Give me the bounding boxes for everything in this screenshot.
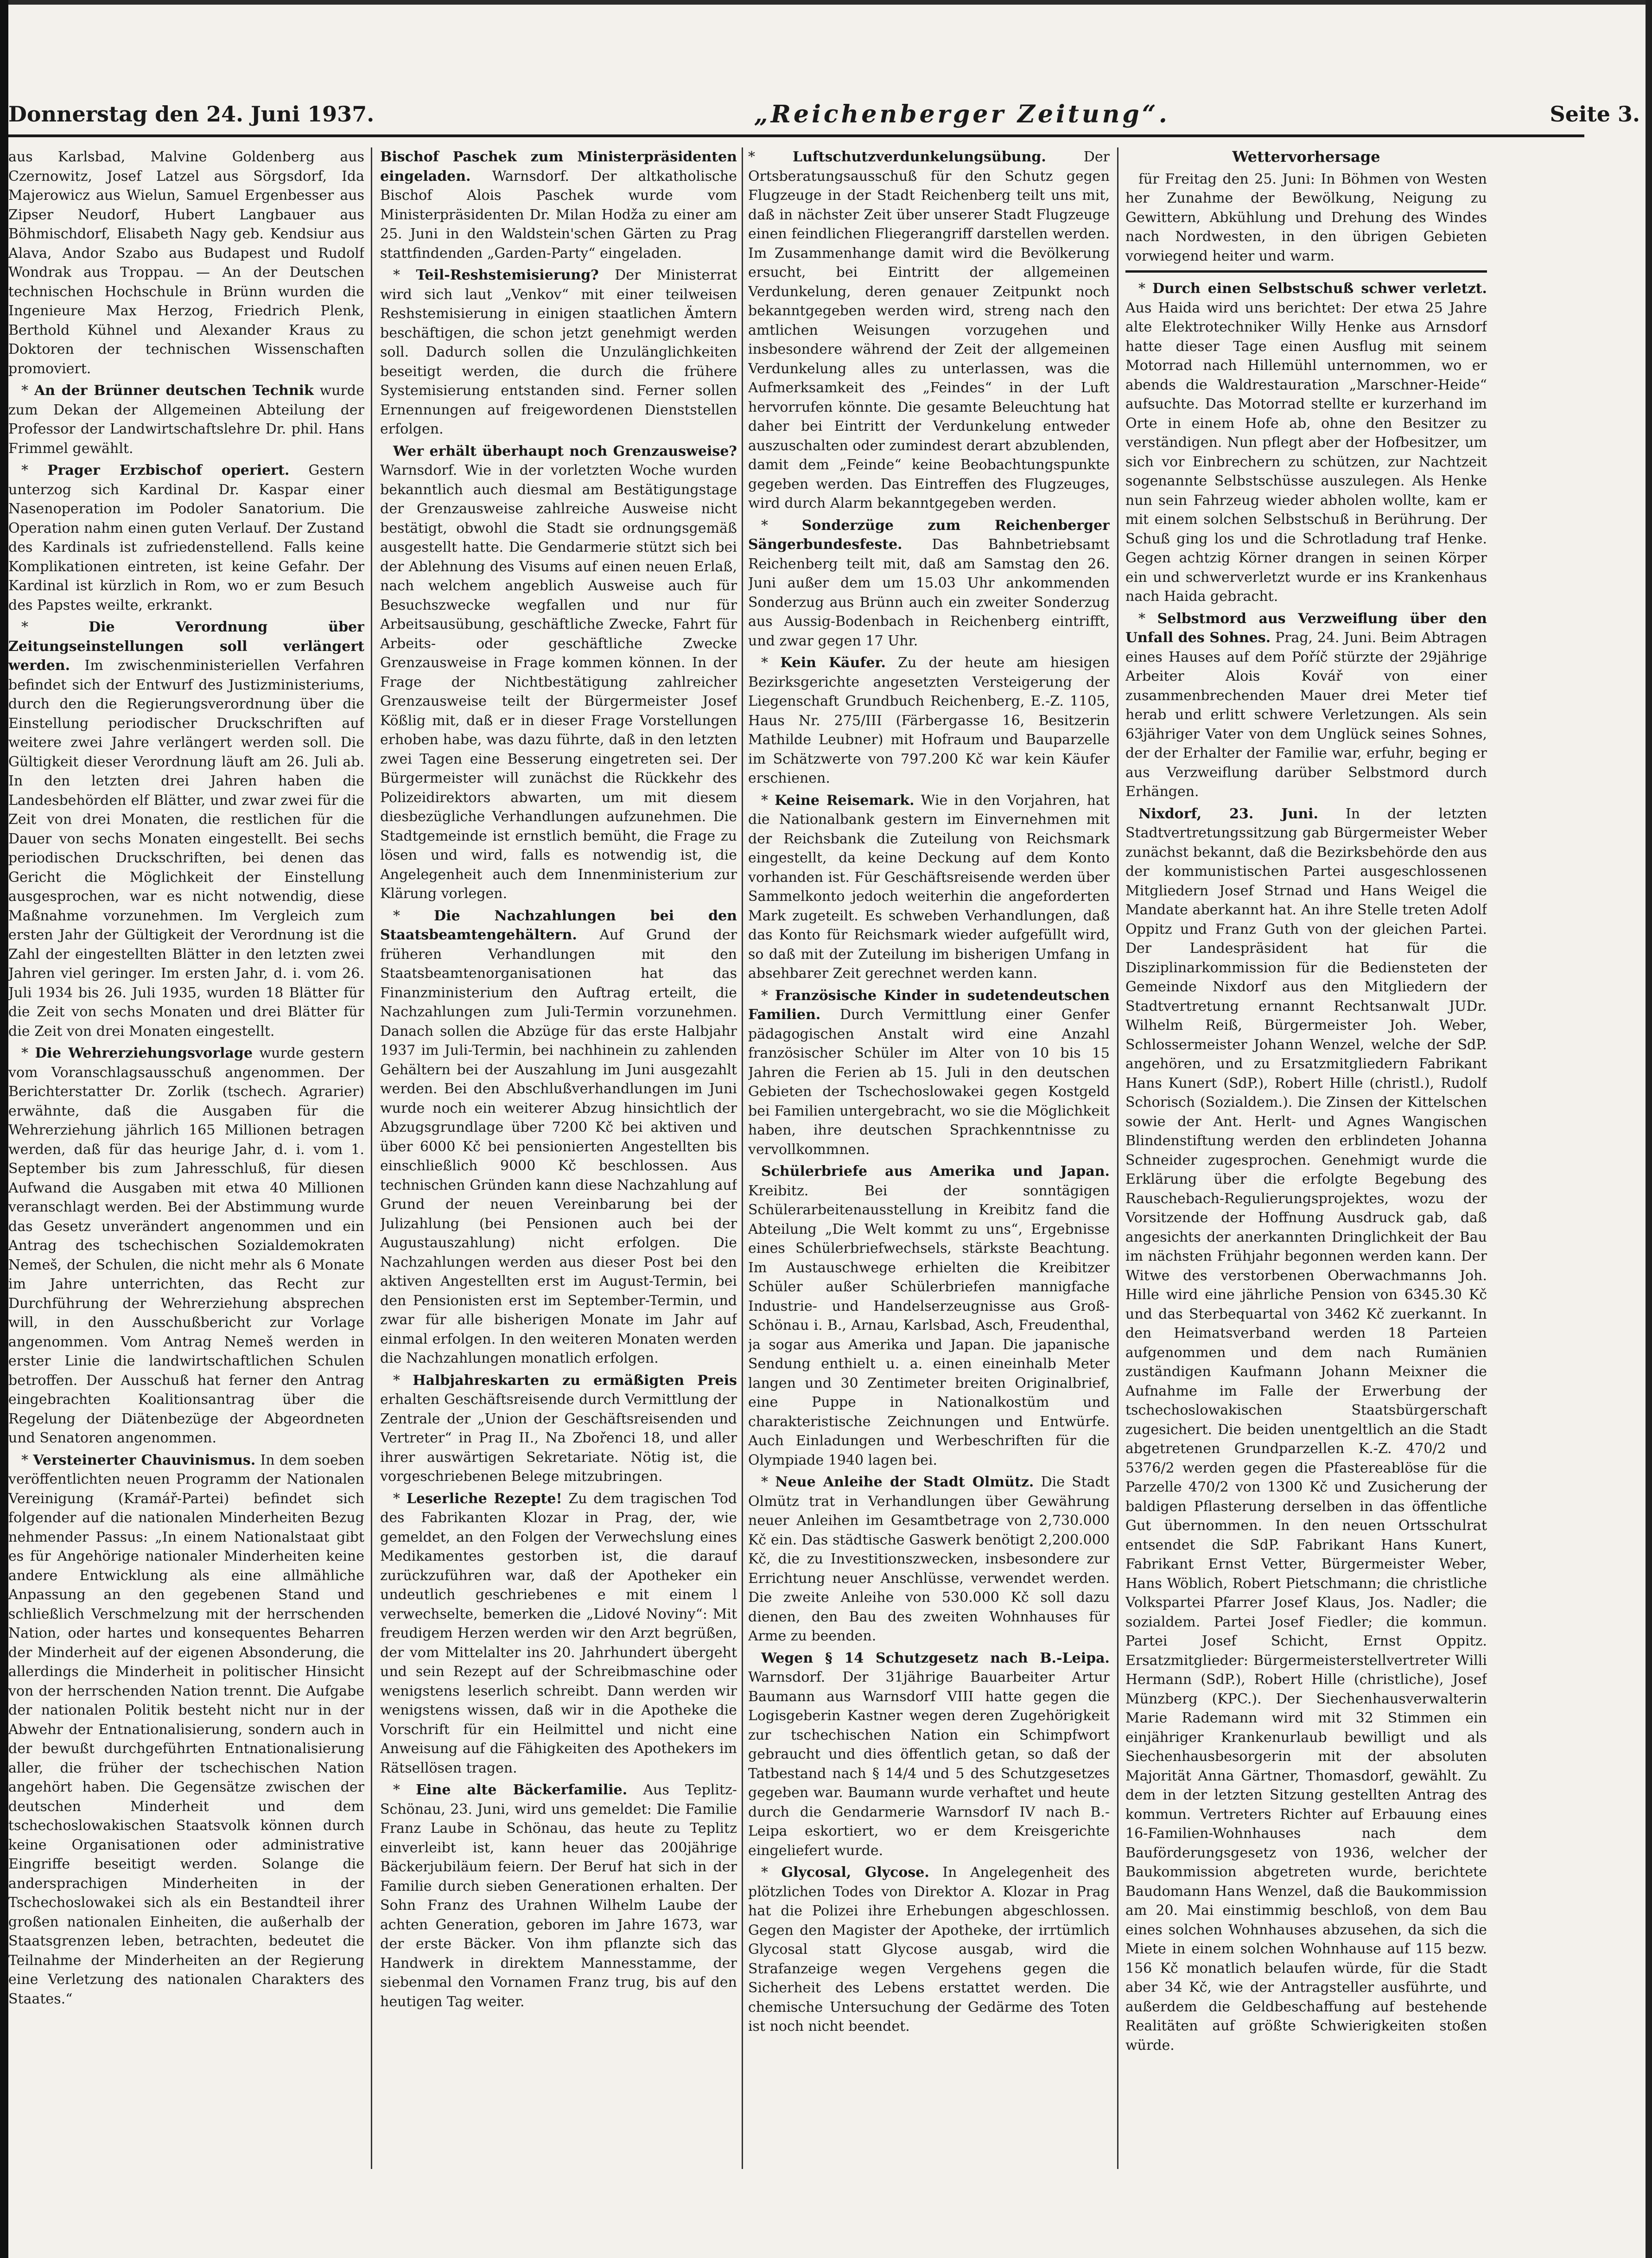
- article: * Leserliche Rezepte! Zu dem tragischen Tod des Fabrikanten Klozar in Prag, der, wie gemeldet, an den Folgen der Verwechslung eines Medikamentes gestorben ist, die darauf zurückzuführen war, daß der Apotheker ein undeutlich geschriebenes e mit einem l verwechselte, bemerken die „Lidové Noviny“: Mit freudigem Herzen werden wir den Arzt begrüßen, der vom Mittelalter ins 20. Jahrhundert übergeht und sein Rezept auf der Schreibmaschine oder wenigstens leserlich schreibt. Dann werden wir wenigstens wissen, daß wir in die Apotheke die Vorschrift für ein Heilmittel und nicht eine Anweisung auf die Fähigkeiten des Apothekers im Rätsellösen tragen.: [380, 1490, 737, 1776]
- article-headline: Versteinerter Chauvinismus.: [33, 1452, 256, 1468]
- masthead: [8, 97, 1640, 131]
- article-body: In Angelegenheit des plötzlichen Todes von Direktor A. Klozar in Prag hat die Polizei ihre Erhebungen abgeschlossen. Gegen den Magister der Apotheke, der irrtümlich Glycosal statt Glycose ausgab, wird die Strafanzeige wegen Vergehens gegen die Sicherheit des Lebens erstattet werden. Die chemische Untersuchung der Gedärme des Toten ist noch nicht beendet.: [748, 1864, 1110, 2035]
- article-body: erhalten Geschäftsreisende durch Vermittlung der Zentrale der „Union der Geschäftsreisenden und Vertreter“ in Prag II., Na Zbořenci 18, und aller ihrer auswärtigen Sekretariate. Nötig ist, die vorgeschriebenen Belege mitzubringen.: [380, 1391, 737, 1485]
- article: * Die Verordnung über Zeitungseinstellungen soll verlängert werden. Im zwischenministeriellen Verfahren befindet sich der Entwurf des Justizministeriums, durch den die Regierungsverordnung über die Einstellung periodischer Druckschriften auf weitere zwei Jahre verlängert werden soll. Die Gültigkeit dieser Verordnung läuft am 26. Juli ab. In den letzten drei Jahren haben die Landesbehörden elf Blätter, und zwar zwei für die Zeit von drei Monaten, die restlichen für die Dauer von sechs Monaten eingestellt. Bei sechs periodischen Druckschriften, bei denen das Gericht die Möglichkeit der Einstellung ausgesprochen, war es nicht notwendig, diese Maßnahme vorzunehmen. Im Vergleich zum ersten Jahr der Gültigkeit der Verordnung ist die Zahl der eingestellten Blätter in den letzten zwei Jahren viel geringer. Im ersten Jahr, d. i. vom 26. Juli 1934 bis 26. Juli 1935, wurden 18 Blätter für die Zeit von sechs Monaten und drei Blätter für die Zeit von drei Monaten eingestellt.: [8, 619, 364, 1040]
- article-body: Wie in den Vorjahren, hat die Nationalbank gestern im Einvernehmen mit der Reichsbank die Zuteilung von Reichsmark eingestellt, da keine Deckung auf dem Konto vorhanden ist. Für Geschäftsreisende werden über Sammelkonto jedoch weiterhin die angeforderten Mark zugeteilt. Es schweben Verhandlungen, daß das Konto für Reichsmark wieder aufgefüllt wird, so daß mit der Zuteilung im bisherigen Umfang in absehbarer Zeit gerechnet werden kann.: [748, 792, 1110, 982]
- article: * Keine Reisemark. Wie in den Vorjahren, hat die Nationalbank gestern im Einvernehmen mit der Reichsbank die Zuteilung von Reichsmark eingestellt, da keine Deckung auf dem Konto vorhanden ist. Für Geschäftsreisende werden über Sammelkonto jedoch weiterhin die angeforderten Mark zugeteilt. Es schweben Verhandlungen, daß das Konto für Reichsmark wieder aufgefüllt wird, so daß mit der Zuteilung im bisherigen Umfang in absehbarer Zeit gerechnet werden kann.: [748, 792, 1110, 982]
- article-headline: Schülerbriefe aus Amerika und Japan.: [761, 1163, 1110, 1180]
- page-number: Seite 3.: [1550, 102, 1640, 127]
- article: * Luftschutzverdunkelungsübung. Der Ortsberatungsausschuß für den Schutz gegen Flugzeuge in der Stadt Reichenberg teilt uns mit, daß in nächster Zeit über unserer Stadt Flugzeuge einen feindlichen Fliegerangriff darstellen werden. Im Zusammenhange damit wird die Bevölkerung ersucht, bei Eintritt der allgemeinen Verdunkelung, deren genauer Zeitpunkt noch bekanntgegeben werden wird, streng nach den amtlichen Weisungen vorzugehen und insbesondere während der Zeit der allgemeinen Verdunkelung alles zu unterlassen, was die Aufmerksamkeit des „Feindes“ in der Luft hervorrufen könnte. Die gesamte Beleuchtung hat daher bei Eintritt der Verdunkelung entweder auszuschalten oder zumindest derart abzublenden, damit dem „Feinde“ keine Beobachtungspunkte gegeben werden. Das Eintreffen des Flugzeuges, wird durch Alarm bekanntgegeben werden.: [748, 149, 1110, 511]
- article: * An der Brünner deutschen Technik wurde zum Dekan der Allgemeinen Abteilung der Professor der Landwirtschaftslehre Dr. phil. Hans Frimmel gewählt.: [8, 383, 364, 457]
- column-2: [380, 147, 737, 2169]
- article: * Selbstmord aus Verzweiflung über den Unfall des Sohnes. Prag, 24. Juni. Beim Abtragen eines Hauses auf dem Poříč stürzte der 29jährige Arbeiter Alois Kovář von einer zusammenbrechenden Mauer drei Meter tief herab und erlitt schwere Verletzungen. Als sein 63jähriger Vater von dem Unglück seines Sohnes, der der Erhalter der Familie war, erfuhr, beging er aus Verzweiflung darüber Selbstmord durch Erhängen.: [1125, 610, 1487, 800]
- article-headline: Bischof Paschek zum Ministerpräsidenten eingeladen.: [380, 149, 737, 185]
- article-headline: Teil-Reshstemisierung?: [416, 267, 599, 283]
- article-body: Der Ortsberatungsausschuß für den Schutz gegen Flugzeuge in der Stadt Reichenberg teilt uns mit, daß in nächster Zeit über unserer Stadt Flugzeuge einen feindlichen Fliegerangriff darstellen werden. Im Zusammenhange damit wird die Bevölkerung ersucht, bei Eintritt der allgemeinen Verdunkelung, deren genauer Zeitpunkt noch bekanntgegeben werden wird, streng nach den amtlichen Weisungen vorzugehen und insbesondere während der Zeit der allgemeinen Verdunkelung alles zu unterlassen, was die Aufmerksamkeit des „Feindes“ in der Luft hervorrufen könnte. Die gesamte Beleuchtung hat daher bei Eintritt der Verdunkelung entweder auszuschalten oder zumindest derart abzublenden, damit dem „Feinde“ keine Beobachtungspunkte gegeben werden. Das Eintreffen des Flugzeuges, wird durch Alarm bekanntgegeben werden.: [748, 149, 1110, 511]
- article: * Französische Kinder in sudetendeutschen Familien. Durch Vermittlung einer Genfer pädagogischen Anstalt wird eine Anzahl französischer Schüler im Alter von 10 bis 15 Jahren die Ferien ab 15. Juli in den deutschen Gebieten der Tschechoslowakei gegen Kostgeld bei Familien untergebracht, wo sie die Möglichkeit haben, ihre deutschen Sprachkenntnisse zu vervollkommnen.: [748, 987, 1110, 1158]
- column-4: [1125, 147, 1487, 2169]
- column-1: [8, 147, 364, 2169]
- article-headline: Kein Käufer.: [780, 655, 886, 671]
- article-headline: Selbstmord aus Verzweiflung über den Unfall des Sohnes.: [1125, 610, 1487, 646]
- newspaper-name: „Reichenberger Zeitung“.: [754, 100, 1170, 128]
- article-body: Warnsdorf. Der altkatholische Bischof Alois Paschek wurde vom Ministerpräsidenten Dr. Milan Hodža zu einer am 25. Juni in den Waldstein'schen Gärten zu Prag stattfindenden „Garden-Party“ eingeladen.: [380, 168, 737, 262]
- section-rule: [1125, 270, 1487, 273]
- article-headline: Neue Anleihe der Stadt Olmütz.: [775, 1474, 1034, 1490]
- article-body: Warnsdorf. Der 31jährige Bauarbeiter Artur Baumann aus Warnsdorf VIII hatte gegen die Logisgeberin Kastner wegen deren Zugehörigkeit zur tschechischen Nation ein Schimpfwort gebraucht und dies öffentlich getan, so daß der Tatbestand nach § 14/4 und 5 des Schutzgesetzes gegeben war. Baumann wurde verhaftet und heute durch die Gendarmerie Warnsdorf IV nach B.-Leipa eskortiert, wo er dem Kreisgerichte eingeliefert wurde.: [748, 1669, 1110, 1859]
- article-body: In der letzten Stadtvertretungssitzung gab Bürgermeister Weber zunächst bekannt, daß die Bezirksbehörde den aus der kommunistischen Partei ausgeschlossenen Mitgliedern Josef Strnad und Hans Weigel die Mandate aberkannt hat. An ihre Stelle treten Adolf Oppitz und Franz Guth von der gleichen Partei. Der Landespräsident hat für die Disziplinarkommission für die Bediensteten der Gemeinde Nixdorf aus den Mitgliedern der Stadtvertretung ernannt Rechtsanwalt JUDr. Wilhelm Reiß, Bürgermeister Joh. Weber, Schlossermeister Johann Wenzel, welche der SdP. angehören, und zu Ersatzmitgliedern Fabrikant Hans Kunert (SdP.), Robert Hille (christl.), Rudolf Schorisch (Sozialdem.). Die Zinsen der Kittelschen sowie der Ant. Herlt- und Agnes Wangischen Blindenstiftung werden den erblindeten Johanna Schneider zugesprochen. Genehmigt wurde die Erklärung über die erfolgte Begebung des Rauschebach-Regulierungsprojektes, wozu der Vorsitzende der Hoffnung Ausdruck gab, daß angesichts der anerkannten Dringlichkeit der Bau im nächsten Frühjahr begonnen werden kann. Der Witwe des verstorbenen Oberwachmanns Joh. Hille wird eine jährliche Pension von 6345.30 Kč und das Sterbequartal von 3462 Kč zuerkannt. In den Heimatsverband werden 18 Parteien aufgenommen und dem nach Rumänien zuständigen Kaufmann Johann Meixner die Aufnahme im Falle der Erwerbung der tschechoslowakischen Staatsbürgerschaft zugesichert. Die beiden unentgeltlich an die Stadt abgetretenen Grundparzellen K.-Z. 470/2 und 5376/2 werden gegen die Pfastereablöse für die Parzelle 470/2 von 1300 Kč und Zusicherung der baldigen Pflasterung derselben in das öffentliche Gut übernommen. In den neuen Ortsschulrat entsendet die SdP. Fabrikant Hans Kunert, Fabrikant Ernst Vetter, Bürgermeister Weber, Hans Wöblich, Robert Pietschmann; die christliche Volkspartei Pfarrer Josef Klaus, Jos. Nadler; die sozialdem. Partei Josef Fiedler; die kommun. Partei Josef Schicht, Ernst Oppitz. Ersatzmitglieder: Bürgermeisterstellvertreter Willi Hermann (SdP.), Robert Hille (christliche), Josef Münzberg (KPC.). Der Siechenhausverwalterin Marie Rademann wird mit 32 Stimmen ein einjähriger Krankenurlaub bewilligt und als Siechenhausbesorgerin mit der absoluten Majorität Anna Gärtner, Thomasdorf, gewählt. Zu dem in der letzten Sitzung gestellten Antrag des kommun. Vertreters Richter auf Erbauung eines 16-Familien-Wohnhauses nach dem Bauförderungsgesetz von 1936, welcher der Baukommission abgetreten wurde, berichtete Baudomann Hans Wenzel, daß die Baukommission am 20. Mai einstimmig beschloß, von dem Bau eines solchen Wohnhauses abzusehen, da sich die Miete in einem solchen Wohnhause auf 115 bezw. 156 Kč monatlich belaufen würde, für die Stadt aber 34 Kč, wie der Antragsteller ausführte, und außerdem die Geldbeschaffung auf bestehende Realitäten auf größte Schwierigkeiten stoßen würde.: [1125, 805, 1487, 2054]
- article-body: Die Stadt Olmütz trat in Verhandlungen über Gewährung neuer Anleihen im Gesamtbetrage von 2,730.000 Kč ein. Das städtische Gaswerk benötigt 2,200.000 Kč, die zu Investitionszwecken, insbesondere zur Errichtung neuer Anschlüsse, verwendet werden. Die zweite Anleihe von 530.000 Kč soll dazu dienen, den Bau des zweiten Wohnhauses für Arme zu beenden.: [748, 1474, 1110, 1644]
- article: * Teil-Reshstemisierung? Der Ministerrat wird sich laut „Venkov“ mit einer teilweisen Reshstemisierung in einigen staatlichen Ämtern beschäftigen, die schon jetzt genehmigt werden soll. Dadurch sollen die Unzulänglichkeiten beseitigt werden, die durch die frühere Systemisierung entstanden sind. Ferner sollen Ernennungen auf freigewordenen Dienststellen erfolgen.: [380, 267, 737, 437]
- article-headline: Durch einen Selbstschuß schwer verletzt.: [1152, 281, 1487, 297]
- article: [748, 1649, 1110, 1861]
- article-body: In dem soeben veröffentlichten neuen Programm der Nationalen Vereinigung (Kramář-Partei) befindet sich folgender auf die nationalen Minderheiten Bezug nehmender Passus: „In einem Nationalstaat gibt es für Angehörige nationaler Minderheiten keine andere Entwicklung als eine allmähliche Anpassung an den gegebenen Stand und schließlich Verschmelzung mit der herrschenden Nation, oder hartes und konsequentes Beharren der Minderheit auf der eigenen Absonderung, die allerdings die Minderheit in politischer Hinsicht von der herrschenden Nation trennt. Die Aufgabe der nationalen Politik besteht nicht nur in der Abwehr der Entnationalisierung, sondern auch in der bewußt durchgeführten Entnationalisierung aller, die früher der tschechischen Nation angehört haben. Die Gegensätze zwischen der deutschen Minderheit und dem tschechoslowakischen Staatsvolk können durch keine Organisationen oder administrative Eingriffe beseitigt werden. Solange die andersprachigen Minderheiten in der Tschechoslowakei sich als ein Bestandteil ihrer großen nationalen Einheiten, die außerhalb der Staatsgrenzen leben, betrachten, bedeutet die Teilnahme der Minderheiten an der Regierung eine Verletzung des nationalen Charakters des Staates.“: [8, 1452, 364, 2007]
- article: * Kein Käufer. Zu der heute am hiesigen Bezirksgerichte angesetzten Versteigerung der Liegenschaft Grundbuch Reichenberg, E.-Z. 1105, Haus Nr. 275/III (Färbergasse 16, Besitzerin Mathilde Leubner) mit Hofraum und Bauparzelle im Schätzwerte von 797.200 Kč war kein Käufer erschienen.: [748, 655, 1110, 786]
- article-body: Aus Haida wird uns berichtet: Der etwa 25 Jahre alte Elektrotechniker Willy Henke aus Arnsdorf hatte dieser Tage einen Ausflug mit seinem Motorrad nach Hillemühl unternommen, wo er abends die Waldrestauration „Marschner-Heide“ aufsuchte. Das Motorrad stellte er kurzerhand im Orte in einem Hofe ab, ohne den Besitzer zu verständigen. Nun pflegt aber der Hofbesitzer, um sich vor Einbrechern zu schützen, zur Nachtzeit sogenannte Selbstschüsse auszulegen. Als Henke nun sein Fahrzeug wieder abholen wollte, kam er mit einem solchen Selbstschuß in Berührung. Der Schuß ging los und die Schrotladung traf Henke. Gegen achtzig Körner drangen in seinen Körper ein und schwerverletzt wurde er ins Krankenhaus nach Haida gebracht.: [1125, 300, 1487, 605]
- article-body: Aus Teplitz-Schönau, 23. Juni, wird uns gemeldet: Die Familie Franz Laube in Schönau, das heute zu Teplitz einverleibt ist, kann heuer das 200jährige Bäckerjubiläum feiern. Der Beruf hat sich in der Familie durch sieben Generationen erhalten. Der Sohn Franz des Urahnen Wilhelm Laube der achten Generation, geboren im Jahre 1673, war der erste Bäcker. Von ihm pflanzte sich das Handwerk in direktem Mannesstamme, der siebenmal den Vornamen Franz trug, bis auf den heutigen Tag weiter.: [380, 1782, 737, 2010]
- article: * Sonderzüge zum Reichenberger Sängerbundesfeste. Das Bahnbetriebsamt Reichenberg teilt mit, daß am Samstag den 26. Juni außer dem um 15.03 Uhr ankommenden Sonderzug aus Brünn auch ein zweiter Sonderzug aus Aussig-Bodenbach in Reichenberg eintrifft, und zwar gegen 17 Uhr.: [748, 517, 1110, 649]
- article: [380, 442, 737, 904]
- article: * Die Nachzahlungen bei den Staatsbeamtengehältern. Auf Grund der früheren Verhandlungen mit den Staatsbeamtenorganisationen hat das Finanzministerium den Auftrag erteilt, die Nachzahlungen zum Juli-Termin vorzunehmen. Danach sollen die Abzüge für das erste Halbjahr 1937 im Juli-Termin, bei nachhinein zu zahlenden Gehältern bei der Auszahlung im Juni ausgezahlt werden. Bei den Abschlußverhandlungen im Juni wurde noch ein weiterer Abzug hinsichtlich der Abzugsgrundlage über 7200 Kč bei aktiven und über 6000 Kč bei pensionierten Angestellten bis einschließlich 9000 Kč beschlossen. Aus technischen Gründen kann diese Nachzahlung auf Grund der neuen Vereinbarung bei der Julizahlung (bei Pensionen auch bei der Augustauszahlung) nicht erfolgen. Die Nachzahlungen werden aus dieser Post bei den aktiven Angestellten erst im August-Termin, bei den Pensionisten erst im September-Termin, und zwar für alle bisherigen Monate im Jahr auf einmal erfolgen. In den weiteren Monaten werden die Nachzahlungen monatlich erfolgen.: [380, 907, 737, 1366]
- scan-edge-top: [0, 0, 1652, 5]
- article-headline: Halbjahreskarten zu ermäßigten Preis: [413, 1372, 737, 1389]
- article-body: Zu der heute am hiesigen Bezirksgerichte angesetzten Versteigerung der Liegenschaft Grundbuch Reichenberg, E.-Z. 1105, Haus Nr. 275/III (Färbergasse 16, Besitzerin Mathilde Leubner) mit Hofraum und Bauparzelle im Schätzwerte von 797.200 Kč war kein Käufer erschienen.: [748, 655, 1110, 786]
- article-headline: Wegen § 14 Schutzgesetz nach B.-Leipa.: [761, 1650, 1110, 1666]
- article-headline: Eine alte Bäckerfamilie.: [416, 1782, 628, 1798]
- article: [380, 147, 737, 263]
- column-rule: [742, 147, 743, 2169]
- issue-date: Donnerstag den 24. Juni 1937.: [8, 102, 375, 127]
- article-body: Das Bahnbetriebsamt Reichenberg teilt mit, daß am Samstag den 26. Juni außer dem um 15.03 Uhr ankommenden Sonderzug aus Brünn auch ein zweiter Sonderzug aus Aussig-Bodenbach in Reichenberg eintrifft, und zwar gegen 17 Uhr.: [748, 536, 1110, 649]
- masthead-rule: [8, 134, 1584, 137]
- article-body: Zu dem tragischen Tod des Fabrikanten Klozar in Prag, der, wie gemeldet, an den Folgen der Verwechslung eines Medikamentes gestorben ist, die darauf zurückzuführen war, daß der Apotheker ein undeutlich geschriebenes e mit einem l verwechselte, bemerken die „Lidové Noviny“: Mit freudigem Herzen werden wir den Arzt begrüßen, der vom Mittelalter ins 20. Jahrhundert übergeht und sein Rezept auf der Schreibmaschine oder wenigstens leserlich schreibt. Dann werden wir wenigstens wissen, daß wir in die Apotheke die Vorschrift für ein Heilmittel und nicht eine Anweisung auf die Fähigkeiten des Apothekers im Rätsellösen tragen.: [380, 1490, 737, 1776]
- article: * Eine alte Bäckerfamilie. Aus Teplitz-Schönau, 23. Juni, wird uns gemeldet: Die Familie Franz Laube in Schönau, das heute zu Teplitz einverleibt ist, kann heuer das 200jährige Bäckerjubiläum feiern. Der Beruf hat sich in der Familie durch sieben Generationen erhalten. Der Sohn Franz des Urahnen Wilhelm Laube der achten Generation, geboren im Jahre 1673, war der erste Bäcker. Von ihm pflanzte sich das Handwerk in direktem Mannesstamme, der siebenmal den Vornamen Franz trug, bis auf den heutigen Tag weiter.: [380, 1782, 737, 2010]
- article: * Prager Erzbischof operiert. Gestern unterzog sich Kardinal Dr. Kaspar einer Nasenoperation im Podoler Sanatorium. Die Operation nahm einen guten Verlauf. Der Zustand des Kardinals ist zufriedenstellend. Falls keine Komplikationen eintreten, ist keine Gefahr. Der Kardinal ist kürzlich in Rom, wo er zum Besuch des Papstes weilte, erkrankt.: [8, 462, 364, 613]
- article-headline: Wer erhält überhaupt noch Grenzausweise?: [393, 443, 737, 459]
- article: * Durch einen Selbstschuß schwer verletzt. Aus Haida wird uns berichtet: Der etwa 25 Jahre alte Elektrotechniker Willy Henke aus Arnsdorf hatte dieser Tage einen Ausflug mit seinem Motorrad nach Hillemühl unternommen, wo er abends die Waldrestauration „Marschner-Heide“ aufsuchte. Das Motorrad stellte er kurzerhand im Orte in einem Hofe ab, ohne den Besitzer zu verständigen. Nun pflegt aber der Hofbesitzer, um sich vor Einbrechern zu schützen, zur Nachtzeit sogenannte Selbstschüsse auszulegen. Als Henke nun sein Fahrzeug wieder abholen wollte, kam er mit einem solchen Selbstschuß in Berührung. Der Schuß ging los und die Schrotladung traf Henke. Gegen achtzig Körner drangen in seinen Körper ein und schwerverletzt wurde er ins Krankenhaus nach Haida gebracht.: [1125, 281, 1487, 605]
- article-body: Im zwischenministeriellen Verfahren befindet sich der Entwurf des Justizministeriums, durch den die Regierungsverordnung über die Einstellung periodischer Druckschriften auf weitere zwei Jahre verlängert werden soll. Die Gültigkeit dieser Verordnung läuft am 26. Juli ab. In den letzten drei Jahren haben die Landesbehörden elf Blätter, und zwar zwei für die Zeit von drei Monaten, die restlichen für die Dauer von sechs Monaten eingestellt. Bei sechs periodischen Druckschriften, bei denen das Gericht die Möglichkeit der Einstellung ausgesprochen, war es nicht notwendig, diese Maßnahme vorzunehmen. Im Vergleich zum ersten Jahr der Gültigkeit der Verordnung ist die Zahl der eingestellten Blätter in den letzten zwei Jahren viel geringer. Im ersten Jahr, d. i. vom 26. Juli 1934 bis 26. Juli 1935, wurden 18 Blätter für die Zeit von sechs Monaten und drei Blätter für die Zeit von drei Monaten eingestellt.: [8, 657, 364, 1040]
- article-body: Der Ministerrat wird sich laut „Venkov“ mit einer teilweisen Reshstemisierung in einigen staatlichen Ämtern beschäftigen, die schon jetzt genehmigt werden soll. Dadurch sollen die Unzulänglichkeiten beseitigt werden, die durch die frühere Systemisierung entstanden sind. Ferner sollen Ernennungen auf freigewordenen Dienststellen erfolgen.: [380, 267, 737, 437]
- article: [1125, 804, 1487, 2055]
- article-headline: Nixdorf, 23. Juni.: [1138, 805, 1318, 822]
- article: * Halbjahreskarten zu ermäßigten Preis erhalten Geschäftsreisende durch Vermittlung der Zentrale der „Union der Geschäftsreisenden und Vertreter“ in Prag II., Na Zbořenci 18, und aller ihrer auswärtigen Sekretariate. Nötig ist, die vorgeschriebenen Belege mitzubringen.: [380, 1372, 737, 1485]
- article-headline: An der Brünner deutschen Technik: [34, 383, 314, 399]
- article: * Neue Anleihe der Stadt Olmütz. Die Stadt Olmütz trat in Verhandlungen über Gewährung neuer Anleihen im Gesamtbetrage von 2,730.000 Kč ein. Das städtische Gaswerk benötigt 2,200.000 Kč, die zu Investitionszwecken, insbesondere zur Errichtung neuer Anschlüsse, verwendet werden. Die zweite Anleihe von 530.000 Kč soll dazu dienen, den Bau des zweiten Wohnhauses für Arme zu beenden.: [748, 1474, 1110, 1644]
- article-headline: Französische Kinder in sudetendeutschen Familien.: [748, 987, 1110, 1023]
- article-headline: Glycosal, Glycose.: [781, 1864, 929, 1881]
- article-body: Durch Vermittlung einer Genfer pädagogischen Anstalt wird eine Anzahl französischer Schüler im Alter von 10 bis 15 Jahren die Ferien ab 15. Juli in den deutschen Gebieten der Tschechoslowakei gegen Kostgeld bei Familien untergebracht, wo sie die Möglichkeit haben, ihre deutschen Sprachkenntnisse zu vervollkommnen.: [748, 1007, 1110, 1158]
- column-rule: [1117, 147, 1118, 2169]
- article-headline: Die Nachzahlungen bei den Staatsbeamtengehältern.: [380, 907, 737, 943]
- article-headline: Leserliche Rezepte!: [406, 1490, 562, 1507]
- weather-forecast: für Freitag den 25. Juni: In Böhmen von Westen her Zunahme der Bewölkung, Neigung zu Gewittern, Abkühlung und Drehung des Windes nach Nordwesten, in den übrigen Gebieten vorwiegend heiter und warm.: [1125, 171, 1487, 264]
- scan-edge-right: [1646, 0, 1652, 2258]
- column-3: [748, 147, 1110, 2169]
- article-body: wurde zum Dekan der Allgemeinen Abteilung der Professor der Landwirtschaftslehre Dr. phil. Hans Frimmel gewählt.: [8, 383, 364, 457]
- article-body: Gestern unterzog sich Kardinal Dr. Kaspar einer Nasenoperation im Podoler Sanatorium. Die Operation nahm einen guten Verlauf. Der Zustand des Kardinals ist zufriedenstellend. Falls keine Komplikationen eintreten, ist keine Gefahr. Der Kardinal ist kürzlich in Rom, wo er zum Besuch des Papstes weilte, erkrankt.: [8, 462, 364, 613]
- article-headline: Prager Erzbischof operiert.: [47, 462, 290, 478]
- article-headline: Keine Reisemark.: [775, 792, 915, 809]
- column-rule: [371, 147, 372, 2169]
- weather-title: Wettervorhersage: [1232, 148, 1380, 166]
- article: * Glycosal, Glycose. In Angelegenheit des plötzlichen Todes von Direktor A. Klozar in Prag hat die Polizei ihre Erhebungen abgeschlossen. Gegen den Magister der Apotheke, der irrtümlich Glycosal statt Glycose ausgab, wird die Strafanzeige wegen Vergehens gegen die Sicherheit des Lebens erstattet werden. Die chemische Untersuchung der Gedärme des Toten ist noch nicht beendet.: [748, 1864, 1110, 2035]
- article: * Versteinerter Chauvinismus. In dem soeben veröffentlichten neuen Programm der Nationalen Vereinigung (Kramář-Partei) befindet sich folgender auf die nationalen Minderheiten Bezug nehmender Passus: „In einem Nationalstaat gibt es für Angehörige nationaler Minderheiten keine andere Entwicklung als eine allmähliche Anpassung an den gegebenen Stand und schließlich Verschmelzung mit der herrschenden Nation, oder hartes und konsequentes Beharren der Minderheit auf der eigenen Absonderung, die allerdings die Minderheit in politischer Hinsicht von der herrschenden Nation trennt. Die Aufgabe der nationalen Politik besteht nicht nur in der Abwehr der Entnationalisierung, sondern auch in der bewußt durchgeführten Entnationalisierung aller, die früher der tschechischen Nation angehört haben. Die Gegensätze zwischen der deutschen Minderheit und dem tschechoslowakischen Staatsvolk können durch keine Organisationen oder administrative Eingriffe beseitigt werden. Solange die andersprachigen Minderheiten in der Tschechoslowakei sich als ein Bestandteil ihrer großen nationalen Einheiten, die außerhalb der Staatsgrenzen leben, betrachten, bedeutet die Teilnahme der Minderheiten an der Regierung eine Verletzung des nationalen Charakters des Staates.“: [8, 1452, 364, 2007]
- scan-edge-left: [0, 0, 8, 2258]
- article-body: Kreibitz. Bei der sonntägigen Schülerarbeitenausstellung in Kreibitz fand die Abteilung „Die Welt kommt zu uns“, Ergebnisse eines Schülerbriefwechsels, stärkste Beachtung. Im Austauschwege erhielten die Kreibitzer Schüler außer Schülerbriefen mannigfache Industrie- und Handelserzeugnisse aus Groß-Schönau i. B., Arnau, Karlsbad, Asch, Freudenthal, ja sogar aus Amerika und Japan. Die japanische Sendung enthielt u. a. einen eineinhalb Meter langen und 30 Zentimeter breiten Originalbrief, eine Puppe in Nationalkostüm und charakteristische Zeichnungen und Entwürfe. Auch Einladungen und Werbeschriften für die Olympiade 1940 lagen bei.: [748, 1182, 1110, 1468]
- article: * Die Wehrerziehungsvorlage wurde gestern vom Voranschlagsausschuß angenommen. Der Berichterstatter Dr. Zorlik (tschech. Agrarier) erwähnte, daß die Ausgaben für die Wehrerziehung jährlich 165 Millionen betragen werden, daß für das heurige Jahr, d. i. vom 1. September bis zum Jahresschluß, für diesen Aufwand die Ausgaben mit etwa 40 Millionen veranschlagt werden. Bei der Abstimmung wurde das Gesetz unverändert angenommen und ein Antrag des tschechischen Sozialdemokraten Nemeš, der Schulen, die nicht mehr als 6 Monate im Jahre unterrichten, das Recht zur Durchführung der Wehrerziehung absprechen will, in den Ausschußbericht zur Vorlage angenommen. Vom Antrag Nemeš werden in erster Linie die landwirtschaftlichen Schulen betroffen. Der Ausschuß hat ferner den Antrag eingebrachten Koalitionsantrag über die Regelung der Diätenbezüge der Abgeordneten und Senatoren angenommen.: [8, 1045, 364, 1446]
- article-headline: Die Wehrerziehungsvorlage: [35, 1045, 253, 1061]
- article-body: Prag, 24. Juni. Beim Abtragen eines Hauses auf dem Poříč stürzte der 29jährige Arbeiter Alois Kovář von einer zusammenbrechenden Mauer drei Meter tief herab und erlitt schwere Verletzungen. Als sein 63jähriger Vater von dem Unglück seines Sohnes, der der Erhalter der Familie war, erfuhr, beging er aus Verzweiflung darüber Selbstmord durch Erhängen.: [1125, 630, 1487, 800]
- article-headline: Die Verordnung über Zeitungseinstellungen soll verlängert werden.: [8, 619, 364, 674]
- article-headline: Luftschutzverdunkelungsübung.: [792, 149, 1046, 165]
- article-body: wurde gestern vom Voranschlagsausschuß angenommen. Der Berichterstatter Dr. Zorlik (tschech. Agrarier) erwähnte, daß die Ausgaben für die Wehrerziehung jährlich 165 Millionen betragen werden, daß für das heurige Jahr, d. i. vom 1. September bis zum Jahresschluß, für diesen Aufwand die Ausgaben mit etwa 40 Millionen veranschlagt werden. Bei der Abstimmung wurde das Gesetz unverändert angenommen und ein Antrag des tschechischen Sozialdemokraten Nemeš, der Schulen, die nicht mehr als 6 Monate im Jahre unterrichten, das Recht zur Durchführung der Wehrerziehung absprechen will, in den Ausschußbericht zur Vorlage angenommen. Vom Antrag Nemeš werden in erster Linie die landwirtschaftlichen Schulen betroffen. Der Ausschuß hat ferner den Antrag eingebrachten Koalitionsantrag über die Regelung der Diätenbezüge der Abgeordneten und Senatoren angenommen.: [8, 1045, 364, 1446]
- article-headline: Sonderzüge zum Reichenberger Sängerbundesfeste.: [748, 517, 1110, 553]
- article-paragraph: aus Karlsbad, Malvine Goldenberg aus Czernowitz, Josef Latzel aus Sörgsdorf, Ida Majerowicz aus Wielun, Samuel Ergenbesser aus Zipser Neudorf, Hubert Langbauer aus Böhmischdorf, Elisabeth Nagy geb. Kendsiur aus Alava, Andor Szabo aus Budapest und Rudolf Wondrak aus Troppau. — An der Deutschen technischen Hochschule in Brünn wurden die Ingenieure Max Herzog, Friedrich Plenk, Berthold Kühnel und Alexander Kraus zu Doktoren der technischen Wissenschaften promoviert.: [8, 149, 364, 377]
- article: [748, 1162, 1110, 1470]
- article-body: Auf Grund der früheren Verhandlungen mit den Staatsbeamtenorganisationen hat das Finanzministerium den Auftrag erteilt, die Nachzahlungen zum Juli-Termin vorzunehmen. Danach sollen die Abzüge für das erste Halbjahr 1937 im Juli-Termin, bei nachhinein zu zahlenden Gehältern bei der Auszahlung im Juni ausgezahlt werden. Bei den Abschlußverhandlungen im Juni wurde noch ein weiterer Abzug hinsichtlich der Abzugsgrundlage über 7200 Kč bei aktiven und über 6000 Kč bei pensionierten Angestellten bis einschließlich 9000 Kč beschlossen. Aus technischen Gründen kann diese Nachzahlung auf Grund der neuen Vereinbarung bei der Julizahlung (bei Pensionen auch bei der Augustauszahlung) nicht erfolgen. Die Nachzahlungen werden aus dieser Post bei den aktiven Angestellten erst im August-Termin, bei den Pensionisten erst im September-Termin, und zwar für alle bisherigen Monate im Jahr auf einmal erfolgen. In den weiteren Monaten werden die Nachzahlungen monatlich erfolgen.: [380, 927, 737, 1366]
- article-body: Warnsdorf. Wie in der vorletzten Woche wurden bekanntlich auch diesmal am Bestätigungstage der Grenzausweise zahlreiche Ausweise nicht bestätigt, obwohl die Stadt sie ordnungsgemäß ausgestellt hatte. Die Gendarmerie stützt sich bei der Ablehnung des Visums auf einen neuen Erlaß, nach welchem angeblich Ausweise auch für Besuchszwecke wegfallen und nur für Arbeitsausübung, geschäftliche Zwecke, Fahrt für Arbeits- oder geschäftliche Zwecke Grenzausweise in Frage kommen können. In der Frage der Nichtbestätigung zahlreicher Grenzausweise teilt der Bürgermeister Josef Kößlig mit, daß er in dieser Frage Vorstellungen erhoben habe, was dazu führte, daß in den letzten zwei Tagen eine Besserung eingetreten sei. Der Bürgermeister will zunächst die Rückkehr des Polizeidirektors abwarten, um mit diesem diesbezügliche Verhandlungen aufzunehmen. Die Stadtgemeinde ist ernstlich bemüht, die Frage zu lösen und wird, falls es notwendig ist, die Angelegenheit auch dem Innenministerium zur Klärung vorlegen.: [380, 462, 737, 902]
